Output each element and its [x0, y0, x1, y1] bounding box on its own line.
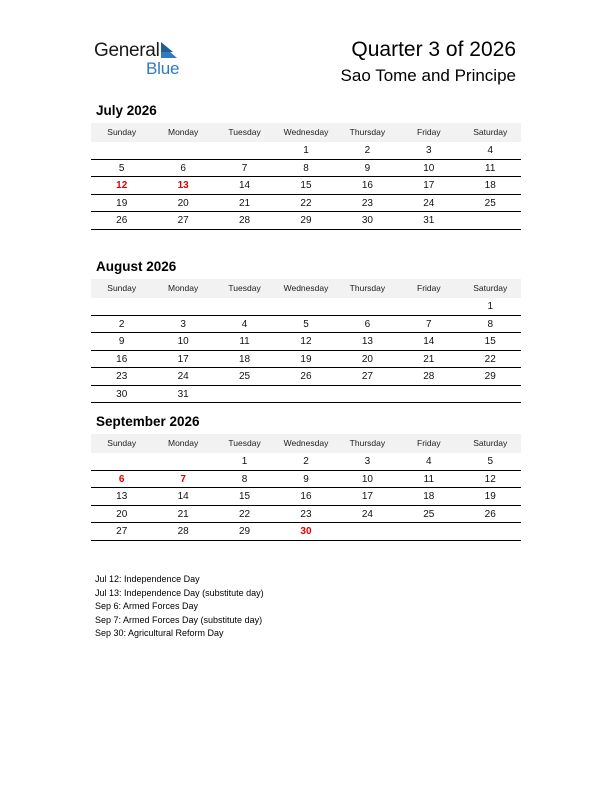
weekday-label: Tuesday — [228, 283, 261, 293]
day-cell: 22 — [300, 197, 312, 209]
page-title: Quarter 3 of 2026 — [351, 38, 516, 61]
holiday-notes — [95, 573, 264, 641]
day-cell: 19 — [300, 353, 312, 365]
weekday-label: Monday — [168, 283, 199, 293]
empty-day-cell — [460, 212, 521, 229]
weekday-header — [91, 123, 521, 142]
day-cell: 19 — [116, 197, 128, 209]
weekday-label: Friday — [417, 283, 441, 293]
day-cell: 10 — [177, 336, 189, 347]
day-cell: 6 — [364, 318, 371, 330]
day-cell: 1 — [487, 301, 494, 312]
day-cell: 10 — [423, 162, 435, 174]
week-row — [91, 195, 521, 213]
day-cell: 1 — [303, 145, 309, 156]
day-cell: 12 — [300, 336, 312, 347]
day-cell: 16 — [300, 491, 312, 502]
day-cell: 8 — [241, 473, 248, 485]
day-cell: 11 — [423, 473, 435, 485]
day-cell: 16 — [361, 180, 373, 191]
day-cell: 18 — [484, 180, 496, 191]
day-cell: 15 — [238, 491, 251, 502]
month-september — [91, 414, 521, 541]
holiday-day-cell: 7 — [180, 473, 186, 485]
weekday-label: Thursday — [349, 283, 386, 293]
weekday-label: Tuesday — [228, 127, 261, 137]
empty-day-cell — [275, 298, 336, 315]
holiday-note: Sep 6: Armed Forces Day — [95, 601, 199, 611]
day-cell: 23 — [300, 508, 312, 520]
holiday-note: Jul 12: Independence Day — [95, 574, 200, 584]
weekday-label: Friday — [417, 438, 441, 448]
month-august — [91, 259, 521, 403]
logo-word-blue: Blue — [146, 59, 180, 78]
day-cell: 25 — [423, 508, 435, 520]
day-cell: 31 — [423, 215, 435, 226]
empty-day-cell — [337, 523, 398, 540]
holiday-day-cell: 12 — [116, 180, 128, 191]
weekday-label: Sunday — [107, 438, 137, 448]
day-cell: 27 — [177, 215, 189, 226]
logo-word-general: General — [94, 40, 160, 61]
weekday-header — [91, 434, 521, 453]
day-cell: 24 — [423, 197, 435, 209]
week-row — [91, 368, 521, 386]
holiday-note: Sep 30: Agricultural Reform Day — [95, 628, 224, 638]
week-row — [91, 160, 521, 178]
month-july — [91, 103, 521, 230]
day-cell: 8 — [303, 162, 309, 174]
day-cell: 20 — [177, 197, 189, 209]
day-cell: 3 — [180, 318, 186, 330]
day-cell: 27 — [116, 526, 128, 537]
empty-day-cell — [214, 142, 275, 159]
day-cell: 13 — [361, 336, 373, 347]
holiday-note: Sep 7: Armed Forces Day (substitute day) — [95, 614, 263, 625]
day-cell: 25 — [484, 197, 496, 209]
page-subtitle: Sao Tome and Principe — [340, 66, 516, 85]
week-row — [91, 506, 521, 524]
week-row — [91, 386, 521, 404]
week-row — [91, 453, 521, 471]
day-cell: 26 — [116, 215, 128, 226]
day-cell: 7 — [426, 318, 432, 330]
day-cell: 17 — [423, 180, 435, 191]
day-cell: 26 — [484, 508, 496, 520]
week-row — [91, 488, 521, 506]
day-cell: 19 — [484, 491, 496, 502]
day-cell: 13 — [116, 491, 128, 502]
day-cell: 24 — [361, 508, 373, 520]
day-cell: 29 — [300, 215, 312, 226]
holiday-note: Jul 13: Independence Day (substitute day) — [95, 587, 264, 598]
empty-day-cell — [398, 523, 459, 540]
weekday-label: Friday — [417, 127, 441, 137]
empty-day-cell — [398, 298, 459, 315]
day-cell: 18 — [423, 491, 435, 502]
day-cell: 1 — [241, 456, 248, 467]
day-cell: 28 — [423, 371, 435, 382]
weekday-label: Wednesday — [283, 127, 329, 137]
empty-day-cell — [152, 142, 213, 159]
holiday-day-cell: 30 — [300, 526, 312, 537]
weekday-label: Saturday — [473, 438, 508, 448]
weekday-label: Wednesday — [283, 438, 329, 448]
day-cell: 4 — [487, 145, 494, 156]
day-cell: 29 — [238, 526, 251, 537]
week-row — [91, 142, 521, 160]
empty-day-cell — [214, 298, 275, 315]
day-cell: 15 — [300, 180, 312, 191]
day-cell: 30 — [116, 388, 128, 400]
week-row — [91, 298, 521, 316]
weekday-label: Tuesday — [228, 438, 261, 448]
month-title: August 2026 — [96, 259, 177, 274]
empty-day-cell — [152, 453, 213, 470]
day-cell: 18 — [238, 353, 251, 365]
week-row — [91, 316, 521, 334]
day-cell: 12 — [484, 473, 496, 485]
day-cell: 8 — [487, 318, 494, 330]
empty-day-cell — [91, 298, 152, 315]
day-cell: 31 — [177, 388, 189, 400]
weekday-label: Saturday — [473, 283, 508, 293]
day-cell: 20 — [116, 508, 128, 520]
month-title: July 2026 — [96, 103, 157, 118]
day-cell: 11 — [485, 162, 496, 174]
weekday-label: Wednesday — [283, 283, 329, 293]
empty-day-cell — [337, 298, 398, 315]
empty-day-cell — [214, 386, 275, 403]
day-cell: 2 — [364, 145, 371, 156]
weekday-label: Sunday — [107, 127, 137, 137]
day-cell: 5 — [303, 318, 309, 330]
day-cell: 3 — [364, 456, 371, 467]
day-cell: 11 — [239, 336, 250, 347]
day-cell: 28 — [177, 526, 189, 537]
day-cell: 30 — [361, 215, 373, 226]
day-cell: 9 — [303, 473, 309, 485]
day-cell: 5 — [487, 456, 494, 467]
day-cell: 5 — [118, 162, 125, 174]
week-row — [91, 351, 521, 369]
month-title: September 2026 — [96, 414, 200, 429]
day-cell: 7 — [241, 162, 248, 174]
day-cell: 10 — [361, 473, 373, 485]
day-cell: 27 — [361, 371, 373, 382]
empty-day-cell — [337, 386, 398, 403]
day-cell: 26 — [300, 371, 312, 382]
day-cell: 22 — [238, 508, 251, 520]
empty-day-cell — [152, 298, 213, 315]
day-cell: 20 — [361, 353, 373, 365]
day-cell: 25 — [238, 371, 251, 382]
day-cell: 21 — [238, 197, 251, 209]
day-cell: 17 — [177, 353, 189, 365]
empty-day-cell — [91, 142, 152, 159]
day-cell: 24 — [177, 371, 189, 382]
day-cell: 14 — [177, 491, 189, 502]
empty-day-cell — [398, 386, 459, 403]
day-cell: 23 — [361, 197, 373, 209]
week-row — [91, 523, 521, 541]
day-cell: 4 — [241, 318, 248, 330]
day-cell: 9 — [364, 162, 371, 174]
week-row — [91, 177, 521, 195]
weekday-label: Monday — [168, 127, 199, 137]
day-cell: 16 — [116, 353, 128, 365]
day-cell: 6 — [180, 162, 186, 174]
weekday-label: Sunday — [107, 283, 137, 293]
day-cell: 21 — [177, 508, 189, 520]
holiday-day-cell: 6 — [118, 473, 125, 485]
day-cell: 2 — [303, 456, 309, 467]
weekday-label: Monday — [168, 438, 199, 448]
weekday-header — [91, 279, 521, 298]
day-cell: 21 — [423, 353, 435, 365]
generalblue-logo — [94, 40, 194, 80]
weekday-label: Saturday — [473, 127, 508, 137]
day-cell: 23 — [116, 371, 128, 382]
logo-flag-icon — [161, 42, 177, 58]
day-cell: 2 — [118, 318, 125, 330]
day-cell: 4 — [426, 456, 432, 467]
day-cell: 9 — [118, 336, 125, 347]
day-cell: 29 — [484, 371, 496, 382]
empty-day-cell — [275, 386, 336, 403]
day-cell: 22 — [484, 353, 496, 365]
weekday-label: Thursday — [349, 438, 386, 448]
week-row — [91, 212, 521, 230]
day-cell: 15 — [484, 336, 496, 347]
empty-day-cell — [460, 523, 521, 540]
empty-day-cell — [460, 386, 521, 403]
day-cell: 14 — [423, 336, 435, 347]
day-cell: 3 — [426, 145, 432, 156]
day-cell: 17 — [361, 491, 373, 502]
day-cell: 14 — [238, 180, 251, 191]
holiday-day-cell: 13 — [177, 180, 189, 191]
empty-day-cell — [91, 453, 152, 470]
day-cell: 28 — [238, 215, 251, 226]
week-row — [91, 471, 521, 489]
weekday-label: Thursday — [349, 127, 386, 137]
week-row — [91, 333, 521, 351]
